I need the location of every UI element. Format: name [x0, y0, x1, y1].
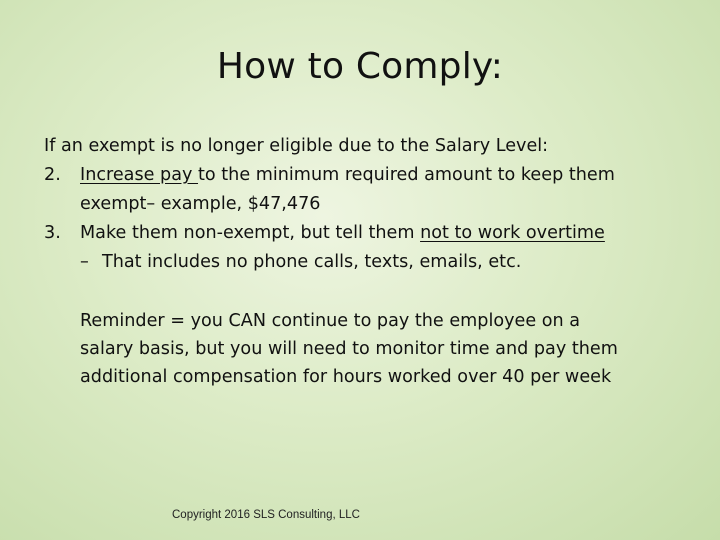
list-item-text: [80, 219, 605, 248]
list-item-2: [44, 161, 684, 219]
underlined-phrase: not to work overtime: [420, 223, 605, 243]
dash-bullet: –: [80, 252, 89, 272]
sub-item-text: That includes no phone calls, texts, emails, etc.: [102, 252, 522, 272]
slide-title: How to Comply:: [216, 46, 504, 87]
list-number: 3.: [44, 223, 61, 243]
list-item-3: [44, 219, 684, 248]
underlined-phrase: Increase pay: [80, 165, 199, 185]
sub-item: [80, 248, 684, 277]
list-item-text-rest: to the minimum required amount to keep them: [198, 165, 615, 185]
list-item-text: [80, 161, 615, 219]
list-item-text-line2: exempt– example, $47,476: [80, 194, 321, 214]
list-number: 2.: [44, 165, 61, 185]
reminder-paragraph: [80, 307, 684, 391]
copyright-footer: Copyright 2016 SLS Consulting, LLC: [172, 509, 360, 521]
reminder-line-3: additional compensation for hours worked over 40 per week: [80, 367, 612, 387]
intro-text: If an exempt is no longer eligible due to the Salary Level:: [44, 136, 549, 156]
reminder-line-1: Reminder = you CAN continue to pay the employee on a: [80, 311, 581, 331]
reminder-line-2: salary basis, but you will need to monitor time and pay them: [80, 339, 618, 359]
list-item-text-before: Make them non-exempt, but tell them: [80, 223, 421, 243]
slide-body: [44, 132, 684, 391]
